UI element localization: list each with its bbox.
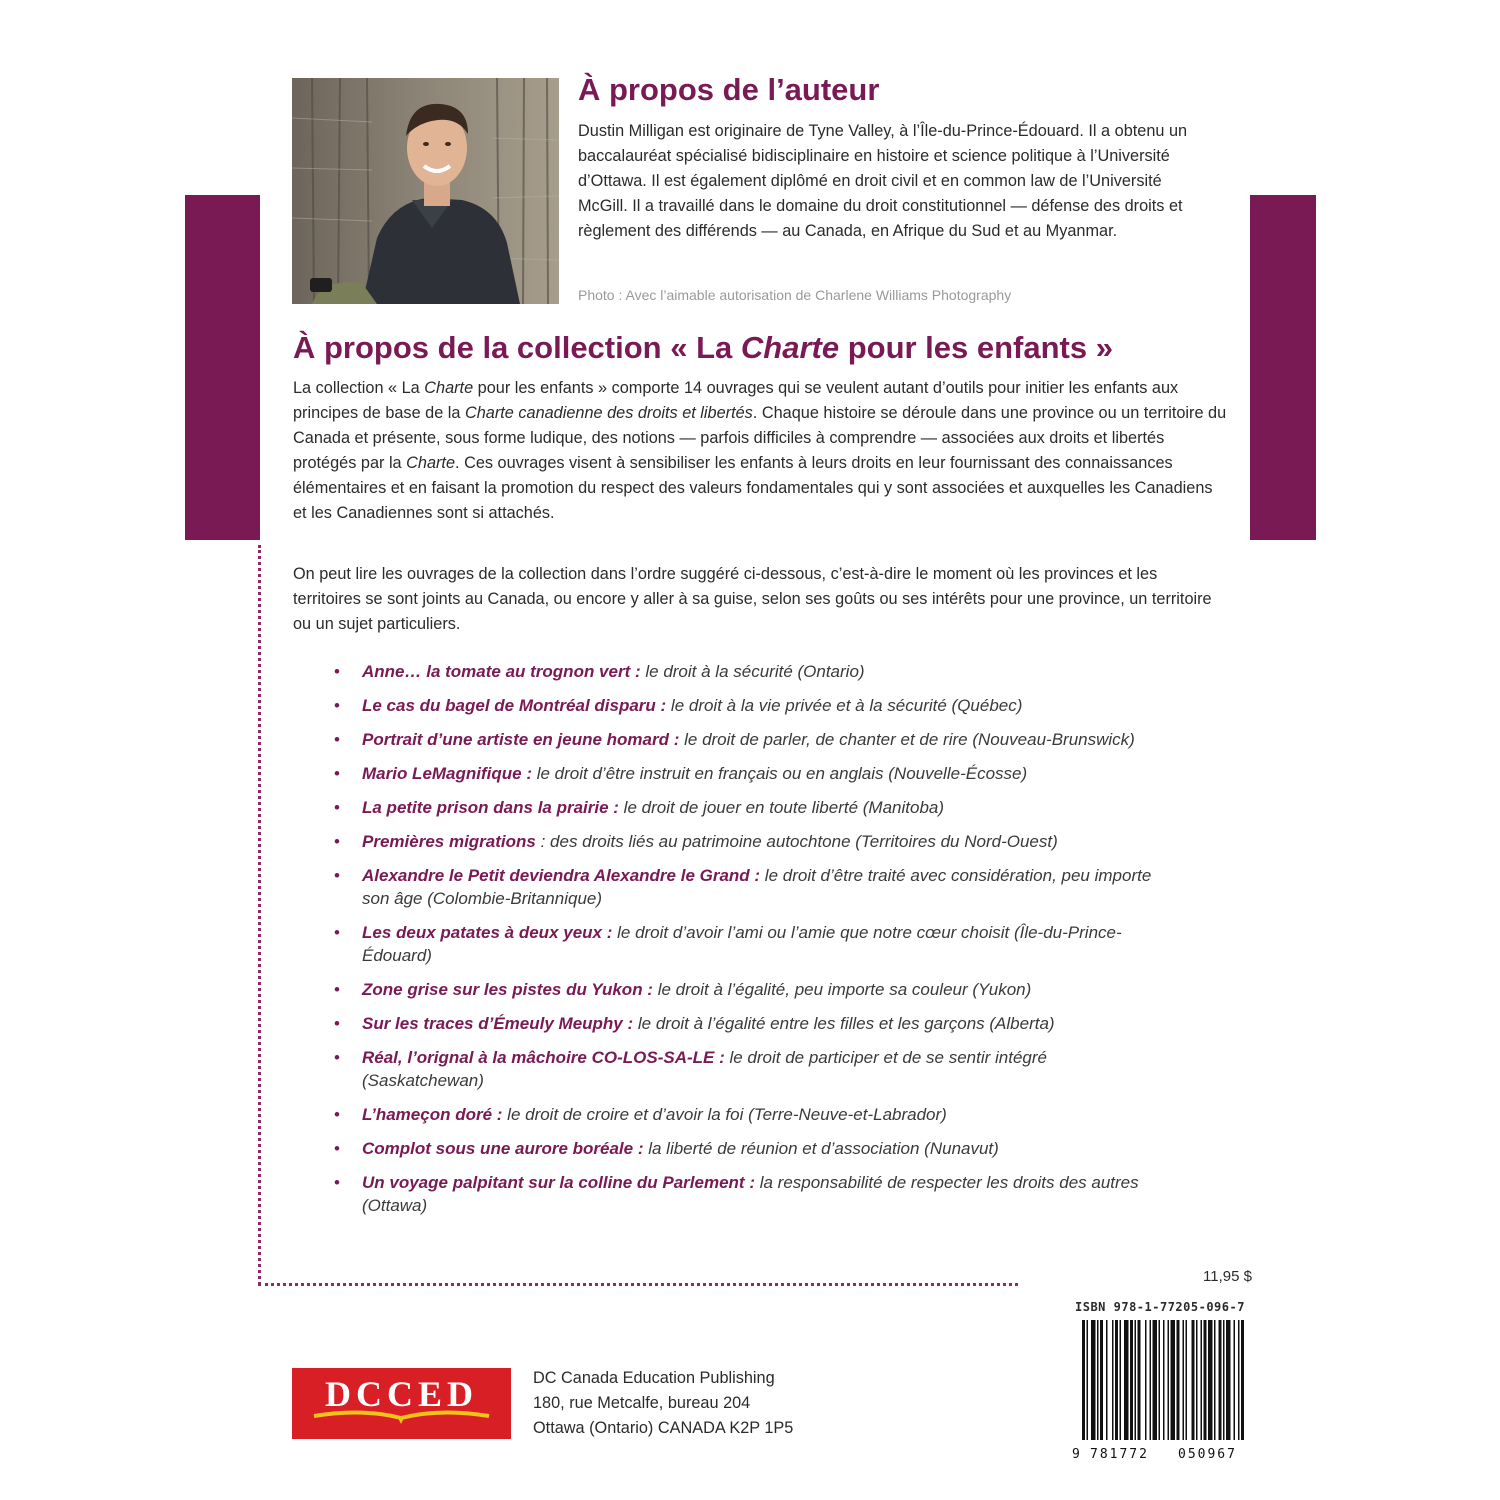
book-item <box>330 694 1170 717</box>
book-title: Zone grise sur les pistes du Yukon : <box>362 980 653 999</box>
barcode-bar <box>1130 1320 1133 1440</box>
book-description: le droit d’être instruit en français ou en anglais (Nouvelle-Écosse) <box>532 764 1028 783</box>
book-title: Anne… la tomate au trognon vert : <box>362 662 641 681</box>
book-title: L’hameçon doré : <box>362 1105 503 1124</box>
barcode-bar <box>1091 1320 1096 1440</box>
publisher-logo <box>292 1368 511 1439</box>
barcode-bar <box>1153 1320 1158 1440</box>
book-title: Sur les traces d’Émeuly Meuphy : <box>362 1014 634 1033</box>
barcode-bar <box>1201 1320 1203 1440</box>
text-run: pour les enfants » comporte 14 ouvrages qui se veulent autant d’outils pour initier les enfants aux principes de base de la <box>293 379 1179 422</box>
barcode-bar <box>1234 1320 1236 1440</box>
barcode-bar <box>1214 1320 1216 1440</box>
italic-run: Charte canadienne des droits et libertés <box>464 404 753 422</box>
barcode-bar <box>1171 1320 1176 1440</box>
barcode-bar <box>1112 1320 1114 1440</box>
barcode-bar <box>1168 1320 1170 1440</box>
barcode-digits-left: 781772 <box>1090 1447 1149 1462</box>
barcode-bar <box>1087 1320 1089 1440</box>
barcode-bar <box>1135 1320 1137 1440</box>
isbn-label: ISBN 978-1-77205-096-7 <box>1075 1300 1245 1314</box>
barcode-bar <box>1100 1320 1103 1440</box>
dotted-border-horizontal <box>258 1283 1018 1286</box>
barcode-bar <box>1159 1320 1161 1440</box>
barcode-bar <box>1106 1320 1108 1440</box>
book-description: le droit de croire et d’avoir la foi (Terre-Neuve-et-Labrador) <box>502 1105 947 1124</box>
barcode-bar <box>1238 1320 1240 1440</box>
book-item <box>330 921 1170 967</box>
book-item <box>330 1137 1170 1160</box>
photo-credit: Photo : Avec l’aimable autorisation de Charlene Williams Photography <box>578 287 1012 303</box>
book-description: le droit à la vie privée et à la sécurité (Québec) <box>666 696 1023 715</box>
book-description: le droit d’être traité avec considération, peu importe son âge (Colombie-Britannique) <box>362 866 1152 908</box>
book-item <box>330 660 1170 683</box>
book-item <box>330 796 1170 819</box>
book-item <box>330 1012 1170 1035</box>
book-description: la liberté de réunion et d’association (Nunavut) <box>643 1139 999 1158</box>
barcode-bar <box>1097 1320 1099 1440</box>
book-item <box>330 978 1170 1001</box>
collection-paragraph-1 <box>293 376 1228 526</box>
book-description: le droit de jouer en toute liberté (Manitoba) <box>618 798 945 817</box>
barcode-bar <box>1082 1320 1085 1440</box>
book-list <box>330 660 1170 1217</box>
book-title: Portrait d’une artiste en jeune homard : <box>362 730 680 749</box>
barcode-bar <box>1115 1320 1118 1440</box>
book-item <box>330 1171 1170 1217</box>
barcode-bar <box>1120 1320 1122 1440</box>
publisher-city: Ottawa (Ontario) CANADA K2P 1P5 <box>533 1419 794 1437</box>
book-description: le droit de participer et de se sentir intégré (Saskatchewan) <box>362 1048 1047 1090</box>
collection-paragraph-2: On peut lire les ouvrages de la collection dans l’ordre suggéré ci-dessous, c’est-à-dire le moment où les provinces et les territoires se sont joints au Canada, ou encore y aller à sa guise, selon ses goûts ou ses intérêts pour une province, un territoire ou un sujet particuliers. <box>293 565 1212 633</box>
barcode-bar <box>1196 1320 1198 1440</box>
barcode-bar <box>1219 1320 1222 1440</box>
book-description: la responsabilité de respecter les droits des autres (Ottawa) <box>362 1173 1139 1215</box>
book-description: le droit d’avoir l’ami ou l’amie que notre cœur choisit (Île-du-Prince-Édouard) <box>362 923 1122 965</box>
barcode-bar <box>1223 1320 1225 1440</box>
book-title: Le cas du bagel de Montréal disparu : <box>362 696 667 715</box>
text-run: . Chaque histoire se déroule dans une province ou un territoire du Canada et présente, sous forme ludique, des notions — parfois difficiles à comprendre — associées aux droits et libertés protégés par la <box>293 404 1227 472</box>
author-photo <box>292 78 559 304</box>
barcode-bar <box>1163 1320 1165 1440</box>
book-title: Réal, l’orignal à la mâchoire CO-LOS-SA-LE : <box>362 1048 725 1067</box>
book-item <box>330 1046 1170 1092</box>
barcode-bar <box>1150 1320 1152 1440</box>
barcode-bar <box>1208 1320 1213 1440</box>
barcode-bar <box>1186 1320 1188 1440</box>
barcode-digits-right: 050967 <box>1178 1447 1237 1462</box>
book-description: le droit à l’égalité, peu importe sa couleur (Yukon) <box>652 980 1032 999</box>
barcode-digit-first: 9 <box>1072 1447 1080 1462</box>
book-description: : des droits liés au patrimoine autochtone (Territoires du Nord-Ouest) <box>535 832 1058 851</box>
author-bio: Dustin Milligan est originaire de Tyne Valley, à l’Île-du-Prince-Édouard. Il a obtenu un baccalauréat spécialisé bidisciplinaire en histoire et science politique à l’Université d’Ottawa. Il est également diplômé en droit civil et en common law de l’Université McGill. Il a travaillé dans le domaine du droit constitutionnel — défense des droits et règlement des différends — au Canada, en Afrique du Sud et au Myanmar. <box>578 122 1188 240</box>
publisher-name: DC Canada Education Publishing <box>533 1369 775 1387</box>
barcode-bar <box>1177 1320 1180 1440</box>
author-heading: À propos de l’auteur <box>578 72 880 107</box>
book-title: Alexandre le Petit deviendra Alexandre le Grand : <box>362 866 761 885</box>
book-item <box>330 830 1170 853</box>
book-title: Mario LeMagnifique : <box>362 764 532 783</box>
isbn-barcode <box>1068 1298 1278 1466</box>
text-run: . Ces ouvrages visent à sensibiliser les enfants à leurs droits en leur fournissant des connaissances élémentaires et en faisant la promotion du respect des valeurs fondamentales qui y sont associées et auxquelles les Canadiens et les Canadiennes sont si attachés. <box>293 454 1213 522</box>
collection-heading: À propos de la collection « La Charte pour les enfants » <box>293 330 1113 365</box>
italic-run: Charte <box>424 379 474 397</box>
book-item <box>330 762 1170 785</box>
book-title: Un voyage palpitant sur la colline du Parlement : <box>362 1173 755 1192</box>
book-title: Les deux patates à deux yeux : <box>362 923 613 942</box>
book-item <box>330 864 1170 910</box>
text-run: La collection « La <box>293 379 425 397</box>
barcode-bar <box>1192 1320 1195 1440</box>
italic-run: Charte <box>406 454 456 472</box>
price: 11,95 $ <box>1203 1268 1252 1285</box>
book-item <box>330 1103 1170 1126</box>
barcode-bar <box>1226 1320 1231 1440</box>
book-description: le droit de parler, de chanter et de rire (Nouveau-Brunswick) <box>679 730 1135 749</box>
publisher-info <box>533 1366 793 1441</box>
barcode-bar <box>1138 1320 1141 1440</box>
book-description: le droit à la sécurité (Ontario) <box>640 662 865 681</box>
barcode-bar <box>1183 1320 1185 1440</box>
left-accent-bar <box>185 195 260 540</box>
dotted-border-vertical <box>258 545 261 1285</box>
book-item <box>330 728 1170 751</box>
book-title: Premières migrations <box>362 832 536 851</box>
barcode-bar <box>1124 1320 1129 1440</box>
book-description: le droit à l’égalité entre les filles et les garçons (Alberta) <box>633 1014 1055 1033</box>
right-accent-bar <box>1250 195 1316 540</box>
publisher-street: 180, rue Metcalfe, bureau 204 <box>533 1394 751 1412</box>
barcode-bar <box>1241 1320 1244 1440</box>
barcode-graphic <box>1068 1318 1278 1463</box>
book-title: Complot sous une aurore boréale : <box>362 1139 644 1158</box>
barcode-bar <box>1145 1320 1147 1440</box>
svg-text:DCCED: DCCED <box>324 1374 479 1414</box>
barcode-bar <box>1204 1320 1207 1440</box>
book-title: La petite prison dans la prairie : <box>362 798 619 817</box>
